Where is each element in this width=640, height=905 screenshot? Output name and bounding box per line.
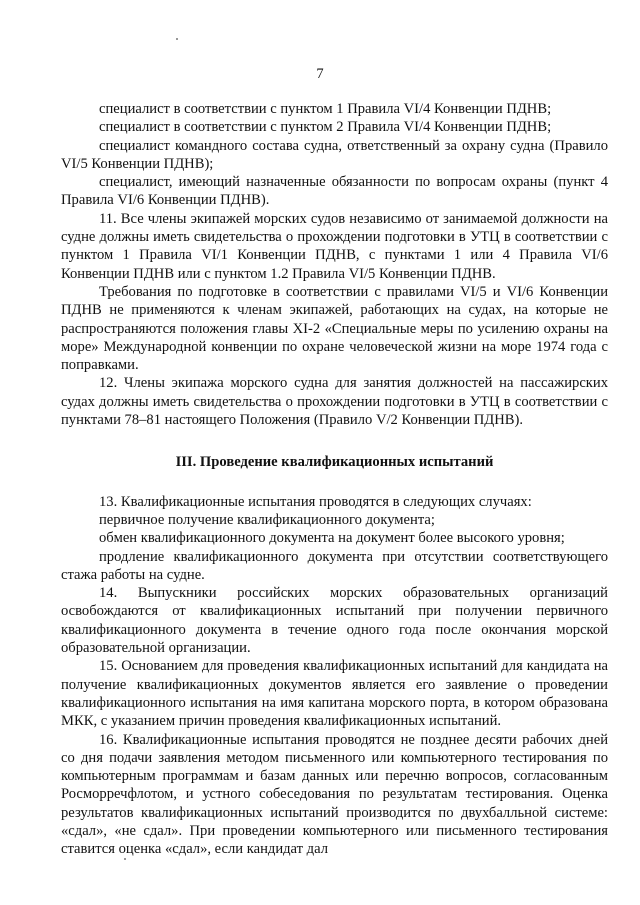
paragraph: 12. Члены экипажа морского судна для занятия должностей на пассажирских судах должны иметь свидетельства о прохождении подготовки в УТЦ в соответствии с пунктами 78–81 настоящего Положения (Правило V/2 Конвенции ПДНВ). <box>61 375 608 429</box>
paragraph: 15. Основанием для проведения квалификационных испытаний для кандидата на получение квалификационных документов является его заявление о проведении квалификационного испытания на имя капитана морского порта, в котором образована МКК, с указанием причин проведения квалификационных испытаний. <box>61 658 608 730</box>
paragraph: специалист, имеющий назначенные обязанности по вопросам охраны (пункт 4 Правила VI/6 Конвенции ПДНВ). <box>61 174 608 209</box>
section-heading: III. Проведение квалификационных испытаний <box>175 454 494 471</box>
paragraph: продление квалификационного документа при отсутствии соответствующего стажа работы на судне. <box>61 548 608 583</box>
page-number: 7 <box>316 66 324 82</box>
paragraph: Требования по подготовке в соответствии с правилами VI/5 и VI/6 Конвенции ПДНВ не применяются к членам экипажей, работающих на судах, на которые не распространяются положения главы XI-2 «Специальные меры по усилению охраны на море» Международной конвенции по охране человеческой жизни на море 1974 года с поправками. <box>61 283 608 374</box>
paragraph: 16. Квалификационные испытания проводятся не позднее десяти рабочих дней со дня подачи заявления методом письменного или компьютерного тестирования по компьютерным программам и базам данных или перечню вопросов, согласованным Росморречфлотом, и устного собеседования по результатам тестирования. Оценка результатов квалификационных испытаний производится по двухбалльной системе: «сдал», «не сдал». При проведении компьютерного или письменного тестирования ставится оценка «сдал», если кандидат дал <box>61 731 608 858</box>
paragraph: специалист в соответствии с пунктом 1 Правила VI/4 Конвенции ПДНВ; <box>99 101 552 117</box>
paragraph: специалист в соответствии с пунктом 2 Правила VI/4 Конвенции ПДНВ; <box>99 119 552 136</box>
paragraph: 13. Квалификационные испытания проводятся в следующих случаях: <box>99 493 532 510</box>
paragraph: 11. Все члены экипажей морских судов независимо от занимаемой должности на судне должны иметь свидетельства о прохождении подготовки в УТЦ в соответствии с пунктом 1 Правила VI/1 Конвенции ПДНВ, с пунктами 1 или 4 Правила VI/6 Конвенции ПДНВ или с пунктом 1.2 Правила VI/5 Конвенции ПДНВ. <box>61 210 608 282</box>
paragraph: первичное получение квалификационного документа; <box>99 511 435 528</box>
paragraph: 14. Выпускники российских морских образовательных организаций освобождаются от квалификационных испытаний при получении первичного квалификационного документа в течение одного года после окончания морской образовательной организации. <box>61 585 608 657</box>
scan-speck <box>176 38 178 40</box>
document-body <box>61 100 608 859</box>
paragraph: обмен квалификационного документа на документ более высокого уровня; <box>99 530 565 547</box>
paragraph: специалист командного состава судна, ответственный за охрану судна (Правило VI/5 Конвенции ПДНВ); <box>61 137 608 172</box>
